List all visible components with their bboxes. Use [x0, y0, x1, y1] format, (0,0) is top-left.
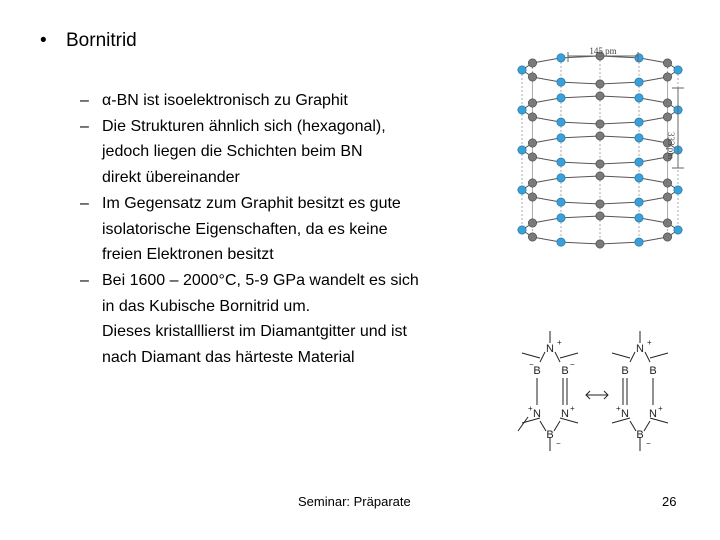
atom-n: N [636, 343, 644, 355]
slide-heading: Bornitrid [66, 30, 137, 51]
nitrogen-atom [518, 66, 526, 74]
page-number: 26 [662, 494, 677, 509]
atom-n: N [649, 408, 657, 420]
boron-atom [663, 113, 671, 121]
atom-b: B [636, 429, 644, 441]
line: isolatorische Eigenschaften, da es keine [102, 220, 388, 238]
boron-atom [528, 193, 536, 201]
boron-atom [528, 139, 536, 147]
boron-atom [528, 153, 536, 161]
line: α-BN ist isoelektronisch zu Graphit [102, 92, 348, 109]
dash-marker: – [80, 271, 89, 289]
nitrogen-atom [557, 214, 565, 222]
nitrogen-atom [635, 158, 643, 166]
nitrogen-atom [674, 186, 682, 194]
line: Im Gegensatz zum Graphit besitzt es gute [102, 194, 401, 212]
atom-b: B [621, 365, 629, 377]
line: Bei 1600 – 2000°C, 5-9 GPa wandelt es sich [102, 271, 419, 289]
nitrogen-atom [518, 106, 526, 114]
atom-b: B [546, 429, 554, 441]
charge-minus: − [529, 360, 534, 369]
charge-minus: − [570, 360, 575, 369]
nitrogen-atom [635, 174, 643, 182]
nitrogen-atom [557, 174, 565, 182]
charge-plus: + [647, 338, 652, 347]
atom-b: B [533, 365, 541, 377]
nitrogen-atom [557, 94, 565, 102]
boron-atom [663, 219, 671, 227]
sub-bullet-list [80, 88, 480, 371]
nitrogen-atom [557, 134, 565, 142]
nitrogen-atom [635, 134, 643, 142]
nitrogen-atom [635, 238, 643, 246]
charge-plus: + [528, 404, 533, 413]
boron-atom [528, 233, 536, 241]
line: direkt übereinander [102, 169, 240, 187]
atom-b: B [561, 365, 569, 377]
nitrogen-atom [557, 78, 565, 86]
boron-atom [663, 99, 671, 107]
charge-plus: + [557, 338, 562, 347]
dash-marker: – [80, 92, 89, 109]
nitrogen-atom [557, 238, 565, 246]
atom-n: N [546, 343, 554, 355]
list-item [80, 114, 480, 191]
line: freien Elektronen besitzt [102, 246, 274, 264]
bullet-symbol: • [40, 30, 47, 51]
nitrogen-atom [557, 118, 565, 126]
nitrogen-atom [635, 214, 643, 222]
charge-plus: + [658, 404, 663, 413]
charge-plus: + [570, 404, 575, 413]
line: in das Kubische Bornitrid um. [102, 297, 311, 315]
boron-atom [663, 233, 671, 241]
nitrogen-atom [635, 118, 643, 126]
line: Die Strukturen ähnlich sich (hexagonal), [102, 117, 386, 135]
boron-atom [528, 59, 536, 67]
boron-atom [596, 200, 604, 208]
boron-atom [663, 73, 671, 81]
nitrogen-atom [557, 198, 565, 206]
dash-marker: – [80, 194, 89, 212]
nitrogen-atom [635, 94, 643, 102]
bn-resonance-structures-figure [510, 325, 690, 460]
boron-atom [596, 160, 604, 168]
atom-n: N [621, 408, 629, 420]
charge-plus: + [616, 404, 621, 413]
list-item [80, 88, 480, 114]
main-bullet [40, 30, 137, 52]
line: jedoch liegen die Schichten beim BN [102, 143, 363, 161]
boron-atom [663, 193, 671, 201]
nitrogen-atom [557, 54, 565, 62]
boron-atom [596, 132, 604, 140]
nitrogen-atom [635, 54, 643, 62]
resonance-double-arrow [586, 391, 608, 399]
boron-atom [596, 212, 604, 220]
dash-marker: – [80, 117, 89, 135]
boron-atom [596, 120, 604, 128]
charge-minus: − [556, 439, 561, 448]
boron-atom [528, 99, 536, 107]
layer-spacing-label: 333 pm [666, 132, 676, 160]
boron-atom [596, 80, 604, 88]
line: Dieses kristalllierst im Diamantgitter und ist [102, 323, 407, 341]
nitrogen-atom [635, 78, 643, 86]
bond-length-label: 145 pm [589, 46, 617, 56]
nitrogen-atom [518, 226, 526, 234]
boron-atom [528, 113, 536, 121]
boron-atom [528, 179, 536, 187]
boron-atom [663, 59, 671, 67]
nitrogen-atom [557, 158, 565, 166]
charge-minus: − [646, 439, 651, 448]
line: nach Diamant das härteste Material [102, 349, 355, 367]
nitrogen-atom [518, 186, 526, 194]
boron-atom [528, 219, 536, 227]
boron-atom [596, 172, 604, 180]
nitrogen-atom [635, 198, 643, 206]
list-item [80, 191, 480, 268]
bn-crystal-structure-figure [500, 40, 700, 285]
list-item [80, 268, 480, 319]
nitrogen-atom [674, 66, 682, 74]
boron-atom [663, 179, 671, 187]
footer-text: Seminar: Präparate [298, 494, 411, 509]
boron-atom [596, 240, 604, 248]
atom-n: N [561, 408, 569, 420]
atom-n: N [533, 408, 541, 420]
extra-paragraph [80, 319, 480, 370]
boron-atom [528, 73, 536, 81]
bond-length-dimension [568, 46, 638, 62]
atom-b: B [649, 365, 657, 377]
nitrogen-atom [518, 146, 526, 154]
boron-atom [596, 92, 604, 100]
nitrogen-atom [674, 226, 682, 234]
